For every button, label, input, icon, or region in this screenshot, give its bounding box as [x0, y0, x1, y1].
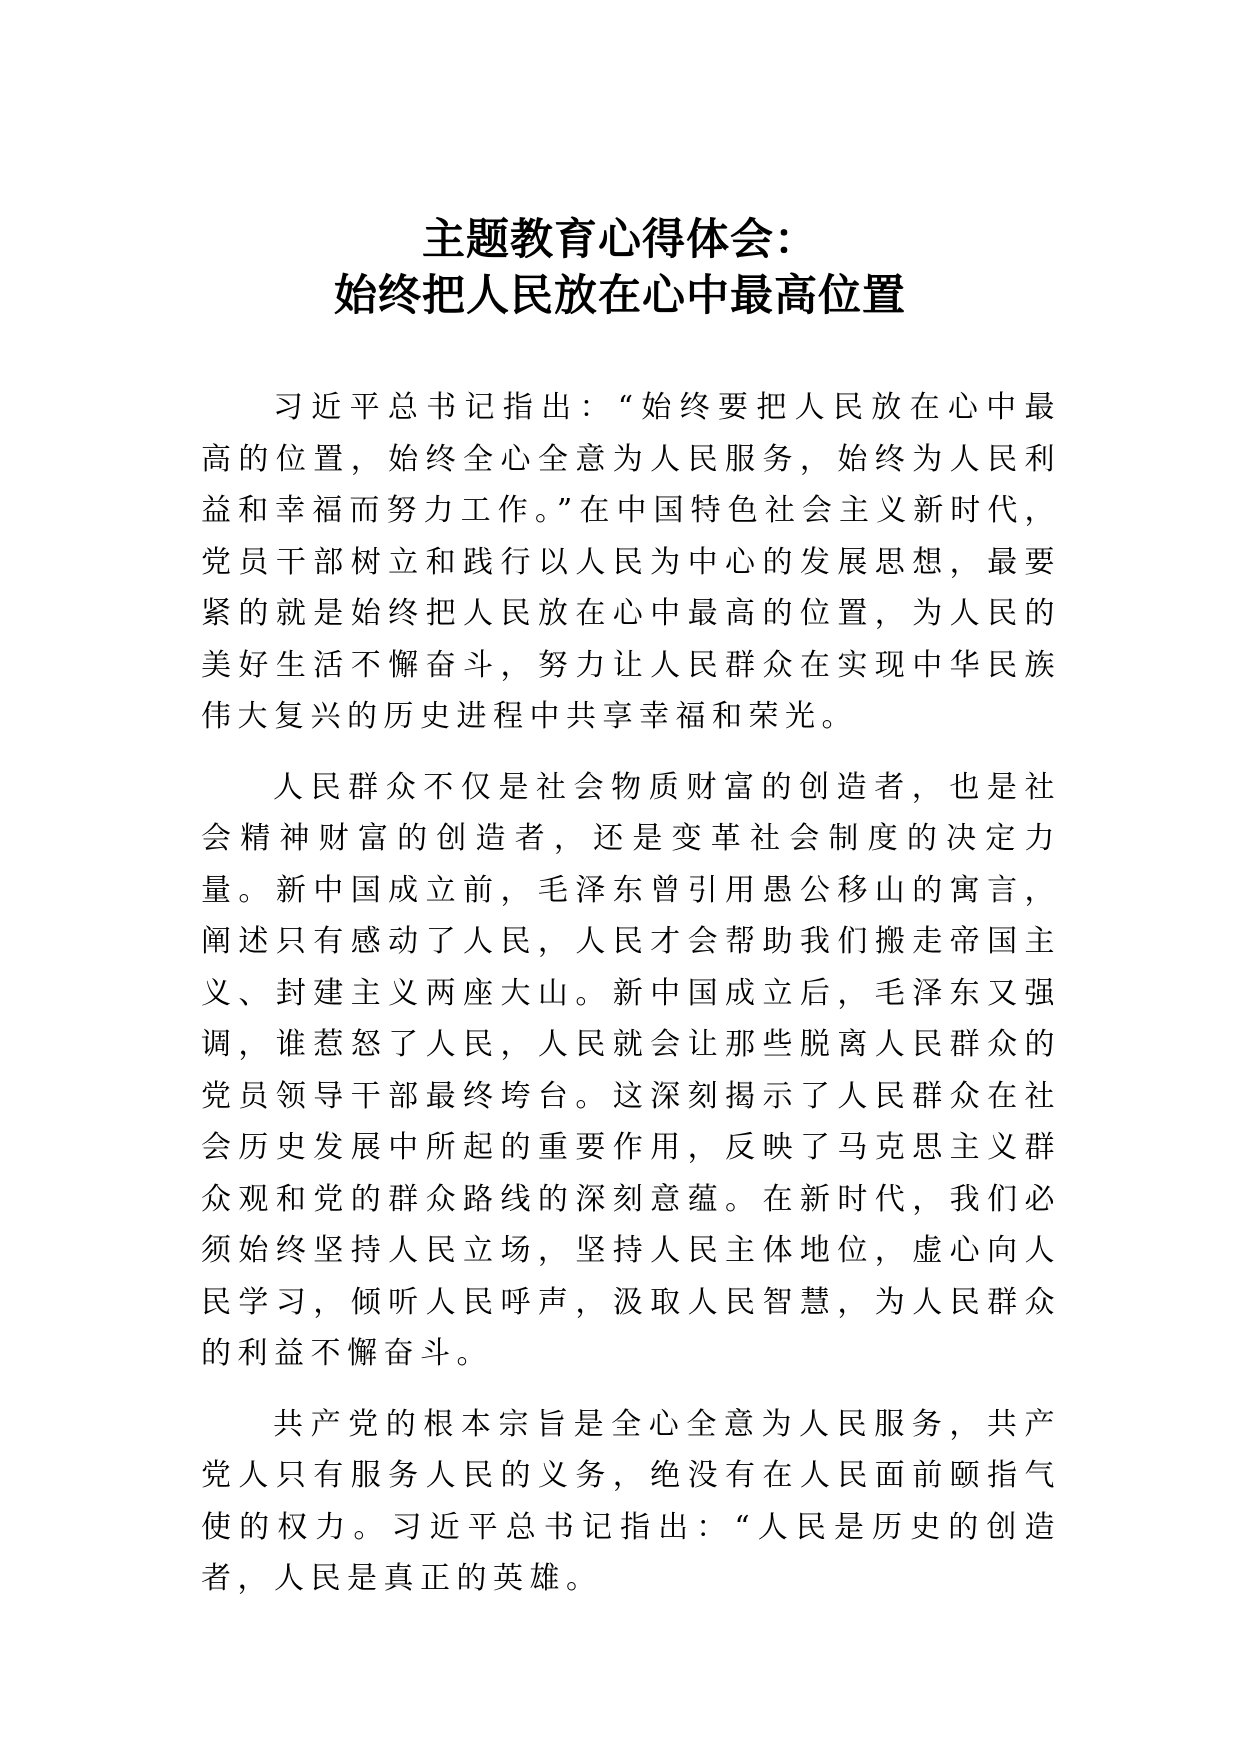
- page-title: [0, 212, 1240, 324]
- document-body: [201, 382, 1061, 1624]
- title-line-1: 主题教育心得体会：: [422, 215, 818, 265]
- paragraph-1: 习近平总书记指出：“始终要把人民放在心中最高的位置，始终全心全意为人民服务，始终为人民利益和幸福而努力工作。”在中国特色社会主义新时代，党员干部树立和践行以人民为中心的发展思想，最要紧的就是始终把人民放在心中最高的位置，为人民的美好生活不懈奋斗，努力让人民群众在实现中华民族伟大复兴的历史进程中共享幸福和荣光。: [201, 390, 1061, 734]
- title-line-2: 始终把人民放在心中最高位置: [334, 271, 906, 321]
- paragraph-3: 共产党的根本宗旨是全心全意为人民服务，共产党人只有服务人民的义务，绝没有在人民面前颐指气使的权力。习近平总书记指出：“人民是历史的创造者，人民是真正的英雄。: [201, 1406, 1061, 1596]
- paragraph-2: 人民群众不仅是社会物质财富的创造者，也是社会精神财富的创造者，还是变革社会制度的决定力量。新中国成立前，毛泽东曾引用愚公移山的寓言，阐述只有感动了人民，人民才会帮助我们搬走帝国主义、封建主义两座大山。新中国成立后，毛泽东又强调，谁惹怒了人民，人民就会让那些脱离人民群众的党员领导干部最终垮台。这深刻揭示了人民群众在社会历史发展中所起的重要作用，反映了马克思主义群众观和党的群众路线的深刻意蕴。在新时代，我们必须始终坚持人民立场，坚持人民主体地位，虚心向人民学习，倾听人民呼声，汲取人民智慧，为人民群众的利益不懈奋斗。: [201, 769, 1061, 1371]
